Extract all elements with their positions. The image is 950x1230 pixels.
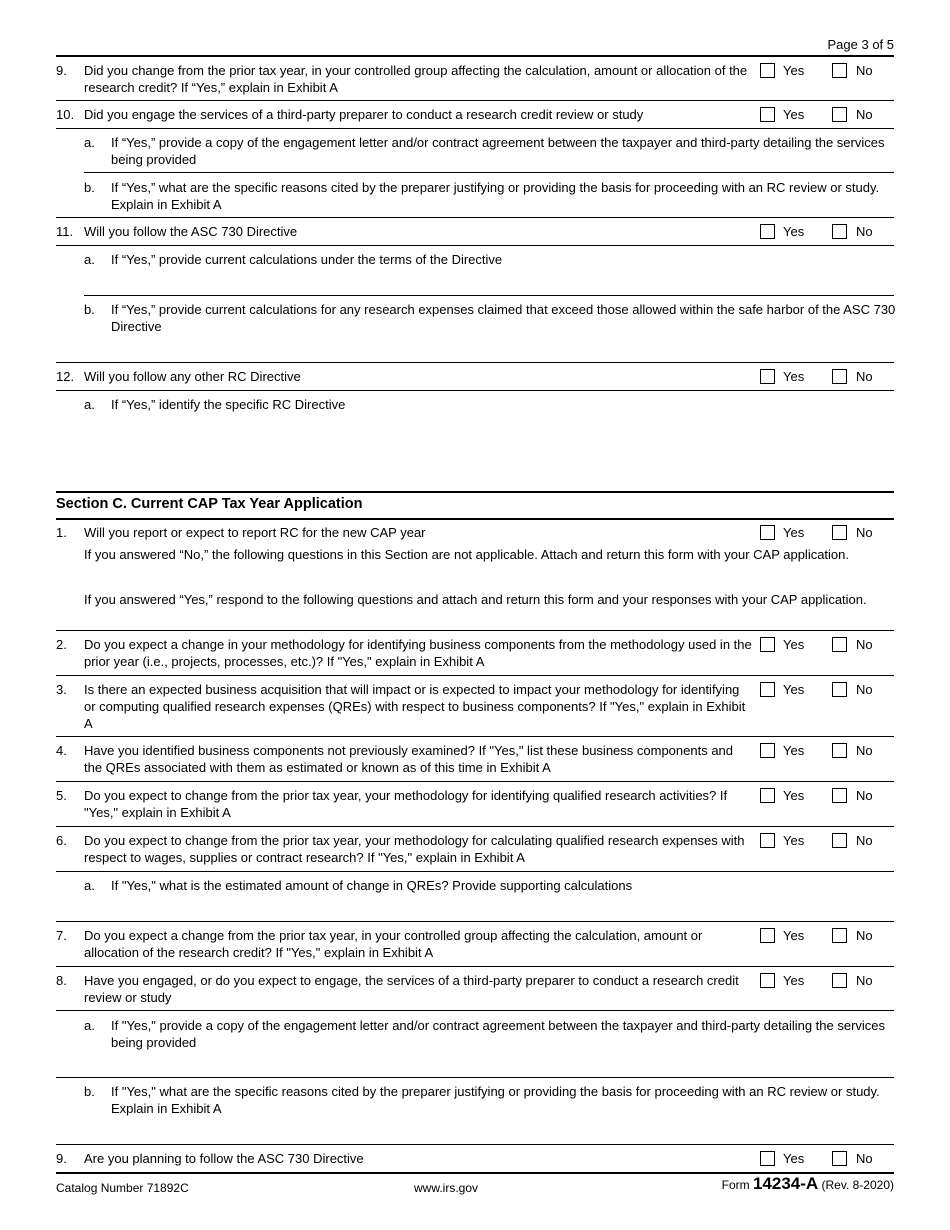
- yes-checkbox[interactable]: [760, 788, 775, 803]
- divider: [56, 245, 894, 246]
- yes-no-group: [760, 787, 900, 804]
- question-number: 9.: [56, 1151, 67, 1166]
- yes-checkbox[interactable]: [760, 1151, 775, 1166]
- divider: [56, 1010, 894, 1011]
- yes-checkbox[interactable]: [760, 224, 775, 239]
- divider: [56, 362, 894, 363]
- section-divider: [56, 491, 894, 493]
- yes-no-group: [760, 972, 900, 989]
- question-text: Do you expect a change in your methodology for identifying business components from the methodology used in the prior year (i.e., projects, processes, etc.)? If "Yes," explain in Exhibit A: [84, 637, 752, 669]
- yes-label: Yes: [783, 107, 805, 122]
- sub-question-letter: b.: [84, 1084, 95, 1099]
- question-number: 2.: [56, 637, 67, 652]
- yes-checkbox[interactable]: [760, 107, 775, 122]
- question-text: Do you expect a change from the prior tax year, in your controlled group affecting the calculation, amount or allocation of the research credit? If "Yes," explain in Exhibit A: [84, 928, 703, 960]
- divider: [56, 217, 894, 218]
- divider: [56, 1144, 894, 1145]
- question-text: Will you follow the ASC 730 Directive: [84, 224, 298, 239]
- question-text: Do you expect to change from the prior tax year, your methodology for calculating qualified research expenses with respect to wages, supplies or contract research? If "Yes," explain in Exhibit A: [84, 833, 745, 865]
- question-number: 12.: [56, 369, 75, 384]
- yes-checkbox[interactable]: [760, 637, 775, 652]
- yes-checkbox[interactable]: [760, 833, 775, 848]
- sub-question-letter: a.: [84, 1018, 95, 1033]
- yes-label: Yes: [783, 369, 805, 384]
- question-number: 10.: [56, 107, 75, 122]
- yes-no-group: [760, 927, 900, 944]
- yes-no-group: [760, 223, 900, 240]
- yes-label: Yes: [783, 525, 805, 540]
- no-label: No: [856, 1151, 873, 1166]
- yes-checkbox[interactable]: [760, 928, 775, 943]
- divider: [56, 826, 894, 827]
- question-number: 8.: [56, 973, 67, 988]
- question-number: 1.: [56, 525, 67, 540]
- yes-no-group: [760, 106, 900, 123]
- sub-question-letter: b.: [84, 302, 95, 317]
- sub-question-text: If "Yes," what is the estimated amount of change in QREs? Provide supporting calculations: [111, 878, 633, 893]
- question-number: 6.: [56, 833, 67, 848]
- website: www.irs.gov: [414, 1181, 479, 1195]
- divider: [56, 966, 894, 967]
- section-divider: [56, 518, 894, 520]
- divider: [56, 100, 894, 101]
- yes-no-group: [760, 681, 900, 698]
- yes-label: Yes: [783, 637, 805, 652]
- question-text: Do you expect to change from the prior tax year, your methodology for identifying qualified research activities? If "Yes," explain in Exhibit A: [84, 788, 728, 820]
- no-checkbox[interactable]: [832, 637, 847, 652]
- divider: [56, 55, 894, 57]
- form-identifier: [640, 1175, 894, 1194]
- no-checkbox[interactable]: [832, 973, 847, 988]
- form-prefix: Form: [721, 1178, 750, 1192]
- sub-question-letter: a.: [84, 397, 95, 412]
- no-checkbox[interactable]: [832, 107, 847, 122]
- form-revision: (Rev. 8-2020): [821, 1178, 894, 1192]
- question-number: 11.: [56, 224, 74, 239]
- question-text: Did you engage the services of a third-party preparer to conduct a research credit review or study: [84, 107, 644, 122]
- yes-label: Yes: [783, 833, 805, 848]
- yes-no-group: [760, 368, 900, 385]
- yes-no-group: [760, 524, 900, 541]
- no-label: No: [856, 833, 873, 848]
- yes-checkbox[interactable]: [760, 682, 775, 697]
- yes-label: Yes: [783, 788, 805, 803]
- no-checkbox[interactable]: [832, 525, 847, 540]
- no-label: No: [856, 973, 873, 988]
- yes-checkbox[interactable]: [760, 973, 775, 988]
- divider: [56, 781, 894, 782]
- sub-question-text: If “Yes,” what are the specific reasons cited by the preparer justifying or providing the basis for proceeding with an RC review or study. Explain in Exhibit A: [111, 180, 880, 212]
- sub-question-text: If “Yes,” provide current calculations under the terms of the Directive: [111, 252, 503, 267]
- question-text: Have you engaged, or do you expect to engage, the services of a third-party preparer to conduct a research credit review or study: [84, 973, 739, 1005]
- yes-no-group: [760, 636, 900, 653]
- divider: [56, 390, 894, 391]
- question-text: Will you follow any other RC Directive: [84, 369, 301, 384]
- sub-question-letter: a.: [84, 252, 95, 267]
- no-label: No: [856, 788, 873, 803]
- question-number: 7.: [56, 928, 67, 943]
- divider: [56, 921, 894, 922]
- yes-label: Yes: [783, 682, 805, 697]
- no-label: No: [856, 369, 873, 384]
- instruction-note: If you answered “No,” the following questions in this Section are not applicable. Attach and return this form with your CAP application.: [84, 547, 850, 562]
- question-text: Have you identified business components not previously examined? If "Yes," list these business components and the QREs associated with them as estimated or known as of this time in Exhibit A: [84, 743, 734, 775]
- yes-label: Yes: [783, 1151, 805, 1166]
- yes-label: Yes: [783, 743, 805, 758]
- divider: [84, 295, 894, 296]
- no-label: No: [856, 928, 873, 943]
- yes-label: Yes: [783, 63, 805, 78]
- form-number: 14234-A: [752, 1174, 819, 1193]
- no-label: No: [856, 743, 873, 758]
- sub-question-letter: a.: [84, 878, 95, 893]
- divider: [56, 630, 894, 631]
- yes-no-group: [760, 1150, 900, 1167]
- no-checkbox[interactable]: [832, 63, 847, 78]
- no-checkbox[interactable]: [832, 369, 847, 384]
- sub-question-text: If "Yes," provide a copy of the engagement letter and/or contract agreement between the taxpayer and third-party detailing the services being provided: [111, 1018, 886, 1050]
- no-label: No: [856, 63, 873, 78]
- question-text: Is there an expected business acquisition that will impact or is expected to impact your methodology for identifying or computing qualified research expenses (QREs) with respect to business components? If "Yes," explain in Exhibit A: [84, 682, 746, 731]
- sub-question-letter: a.: [84, 135, 95, 150]
- divider: [56, 871, 894, 872]
- question-number: 4.: [56, 743, 67, 758]
- no-label: No: [856, 224, 873, 239]
- question-text: Did you change from the prior tax year, in your controlled group affecting the calculation, amount or allocation of the research credit? If “Yes,” explain in Exhibit A: [84, 63, 748, 95]
- sub-question-text: If “Yes,” provide current calculations for any research expenses claimed that exceed those allowed within the safe harbor of the ASC 730 Directive: [111, 302, 896, 334]
- question-text: Will you report or expect to report RC for the new CAP year: [84, 525, 426, 540]
- yes-no-group: [760, 742, 900, 759]
- question-text: Are you planning to follow the ASC 730 Directive: [84, 1151, 364, 1166]
- no-checkbox[interactable]: [832, 788, 847, 803]
- instruction-note: If you answered “Yes,” respond to the following questions and attach and return this form and your responses with your CAP application.: [84, 592, 867, 607]
- no-checkbox[interactable]: [832, 743, 847, 758]
- no-checkbox[interactable]: [832, 682, 847, 697]
- section-title: Section C. Current CAP Tax Year Application: [56, 496, 363, 512]
- yes-no-group: [760, 832, 900, 849]
- page-number: Page 3 of 5: [827, 37, 894, 52]
- divider: [56, 675, 894, 676]
- question-number: 9.: [56, 63, 67, 78]
- divider: [84, 172, 894, 173]
- no-label: No: [856, 107, 873, 122]
- yes-checkbox[interactable]: [760, 525, 775, 540]
- yes-no-group: [760, 62, 900, 79]
- no-label: No: [856, 525, 873, 540]
- yes-label: Yes: [783, 973, 805, 988]
- yes-checkbox[interactable]: [760, 743, 775, 758]
- no-label: No: [856, 682, 873, 697]
- yes-label: Yes: [783, 928, 805, 943]
- divider: [56, 1077, 894, 1078]
- sub-question-text: If "Yes," what are the specific reasons cited by the preparer justifying or providing the basis for proceeding with an RC review or study. Explain in Exhibit A: [111, 1084, 880, 1116]
- question-number: 5.: [56, 788, 67, 803]
- no-checkbox[interactable]: [832, 833, 847, 848]
- yes-label: Yes: [783, 224, 805, 239]
- question-number: 3.: [56, 682, 67, 697]
- sub-question-text: If “Yes,” identify the specific RC Directive: [111, 397, 346, 412]
- catalog-number: Catalog Number 71892C: [56, 1181, 189, 1195]
- no-checkbox[interactable]: [832, 224, 847, 239]
- sub-question-text: If “Yes,” provide a copy of the engagement letter and/or contract agreement between the taxpayer and third-party detailing the services being provided: [111, 135, 885, 167]
- sub-question-letter: b.: [84, 180, 95, 195]
- no-label: No: [856, 637, 873, 652]
- yes-checkbox[interactable]: [760, 63, 775, 78]
- no-checkbox[interactable]: [832, 928, 847, 943]
- yes-checkbox[interactable]: [760, 369, 775, 384]
- no-checkbox[interactable]: [832, 1151, 847, 1166]
- divider: [56, 736, 894, 737]
- divider: [56, 128, 894, 129]
